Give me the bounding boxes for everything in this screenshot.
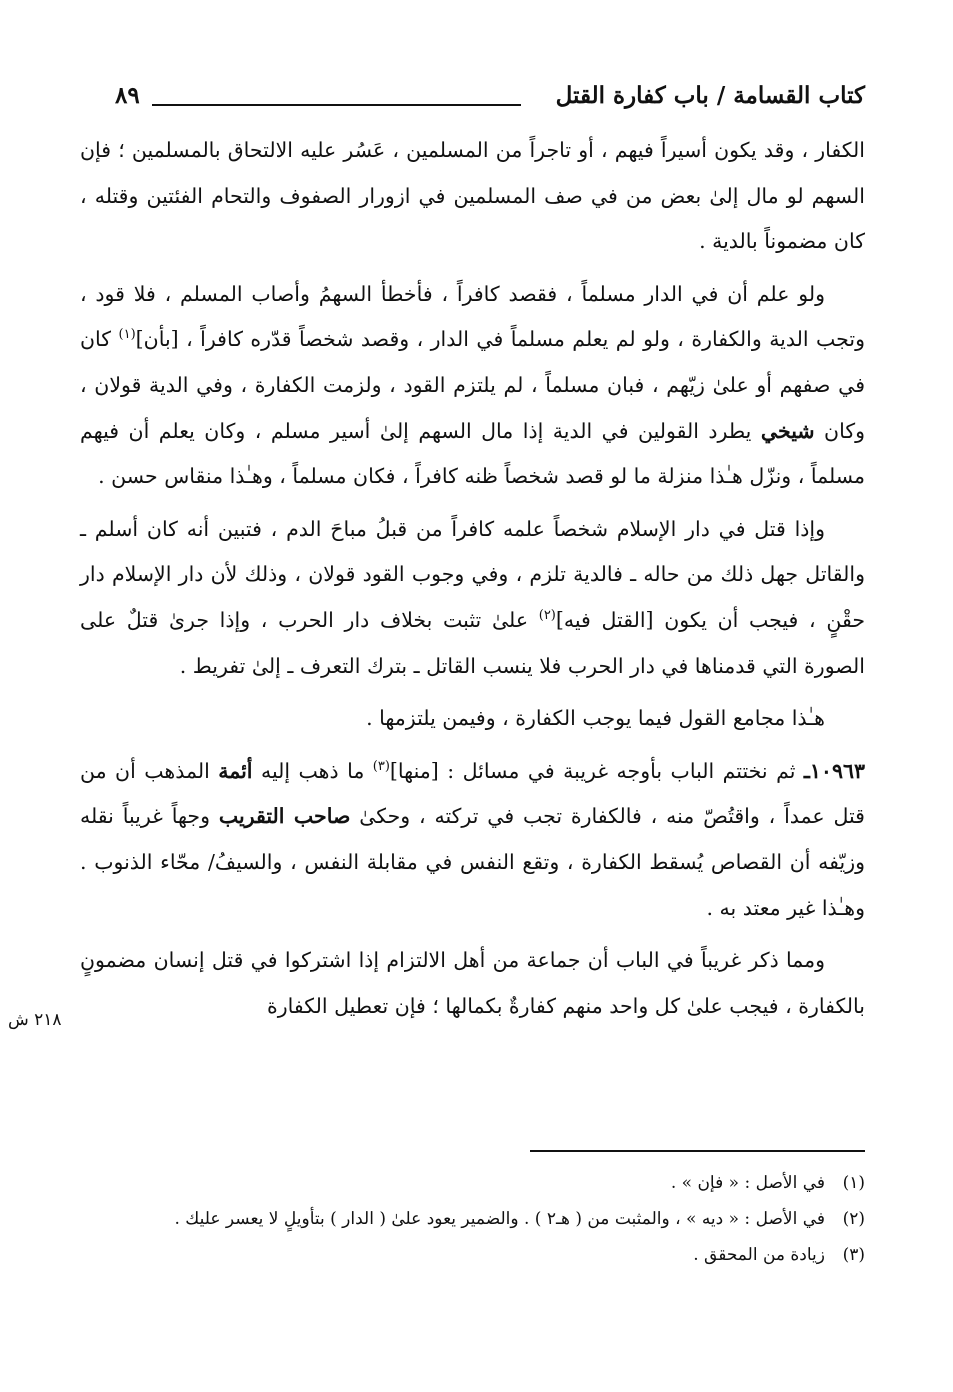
footnote-text: في الأصل : « فإن » . <box>670 1173 825 1193</box>
footnotes <box>80 1168 865 1276</box>
margin-note: ٢١٨ ش <box>8 1010 62 1030</box>
footnote-1 <box>80 1168 865 1198</box>
paragraph-2 <box>80 272 865 500</box>
footnote-ref-1[interactable]: (١) <box>118 327 136 343</box>
paragraph-5 <box>80 749 865 931</box>
footnote-text: في الأصل : « ديه » ، والمثبت من ( هـ٢ ) . والضمير يعود علىٰ ( الدار ) بتأويلٍ لا يعسر عليك . <box>174 1209 825 1229</box>
paragraph-4: هـٰذا مجامع القول فيما يوجب الكفارة ، وفيمن يلتزمها . <box>366 706 825 731</box>
text-run: المذهب أن من قتل عمداً ، واقتُصّ منه ، فالكفارة تجب في تركته ، وحكىٰ <box>80 758 865 829</box>
footnote-3 <box>80 1240 865 1270</box>
footnote-number: (٣) <box>842 1245 865 1265</box>
footnote-number: (٢) <box>842 1209 865 1229</box>
chapter-title: كتاب القسامة / باب كفارة القتل <box>555 82 865 109</box>
bold-term: شيخي <box>760 418 815 443</box>
footnote-2 <box>80 1204 865 1234</box>
footnote-number: (١) <box>842 1173 865 1193</box>
main-text <box>80 128 865 1029</box>
footnote-ref-2[interactable]: (٢) <box>538 608 556 624</box>
footnote-ref-3[interactable]: (٣) <box>372 758 390 774</box>
text-run: ما ذهب إليه <box>252 758 373 783</box>
issue-number: ١٠٩٦٣ـ <box>803 758 865 783</box>
footnote-text: زيادة من المحقق . <box>693 1245 825 1265</box>
running-header <box>80 82 865 122</box>
bold-term: أئمة <box>218 758 253 783</box>
paragraph-1: الكفار ، وقد يكون أسيراً فيهم ، أو تاجراً من المسلمين ، عَسُر عليه الالتحاق بالمسلمين ؛ فإن السهم لو مال إلىٰ بعض من في صف المسلمين في ازورار الصفوف والتحام الفئتين وقتله ، كان مضموناً بالدية . <box>80 138 865 254</box>
footnote-rule <box>530 1150 865 1152</box>
page-number: ٨٩ <box>115 82 140 109</box>
text-run: وإذا قتل في دار الإسلام شخصاً علمه كافراً من قبلُ مباحَ الدم ، فتبين أنه كان أسلم ـ والقاتل جهل ذلك من حاله ـ فالدية تلزم ، وفي وجوب القود قولان ، وذلك لأن دار الإسلام دار حقْنٍ ، فيجب أن يكون [القتل فيه] <box>80 516 865 632</box>
text-run: وجهاً غريباً نقله وزيّفه أن القصاص يُسقط الكفارة ، وتقع النفس في مقابلة النفس ، والسيفُ/ محّاء الذنوب . وهـٰذا غير معتد به . <box>80 804 865 920</box>
header-rule <box>152 104 521 106</box>
text-run: ثم نختتم الباب بأوجه غريبة في مسائل : [منها] <box>389 758 804 783</box>
paragraph-3 <box>80 507 865 689</box>
text-run: كان في صفهم أو علىٰ زيّهم ، فبان مسلماً ، لم يلتزم القود ، ولزمت الكفارة ، وفي الدية قولان ، وكان <box>80 327 866 443</box>
text-run: علىٰ تثبت بخلاف دار الحرب ، وإذا جرىٰ قتلٌ على الصورة التي قدمناها في دار الحرب فلا ينسب القاتل ـ بترك التعرف ـ إلىٰ تفريط . <box>80 607 865 678</box>
text-run: ولو علم أن في الدار مسلماً ، فقصد كافراً ، فأخطأ السهمُ وأصاب المسلم ، فلا قود ، وتجب الدية والكفارة ، ولو لم يعلم مسلماً في الدار ، وقصد شخصاً قدّره كافراً ، [بأن] <box>80 281 866 352</box>
paragraph-6: ومما ذكر غريباً في الباب أن جماعة من أهل الالتزام إذا اشتركوا في قتل إنسان مضمونٍ بالكفارة ، فيجب علىٰ كل واحد منهم كفارةٌ بكمالها ؛ فإن تعطيل الكفارة <box>80 948 865 1018</box>
text-run: يطرد القولين في الدية إذا مال السهم إلىٰ أسير مسلم ، وكان يعلم أن فيهم مسلماً ، ونزّل هـٰذا منزلة ما لو قصد شخصاً ظنه كافراً ، فكان مسلماً ، وهـٰذا منقاس حسن . <box>80 418 865 489</box>
bold-term: صاحب التقريب <box>218 804 351 829</box>
